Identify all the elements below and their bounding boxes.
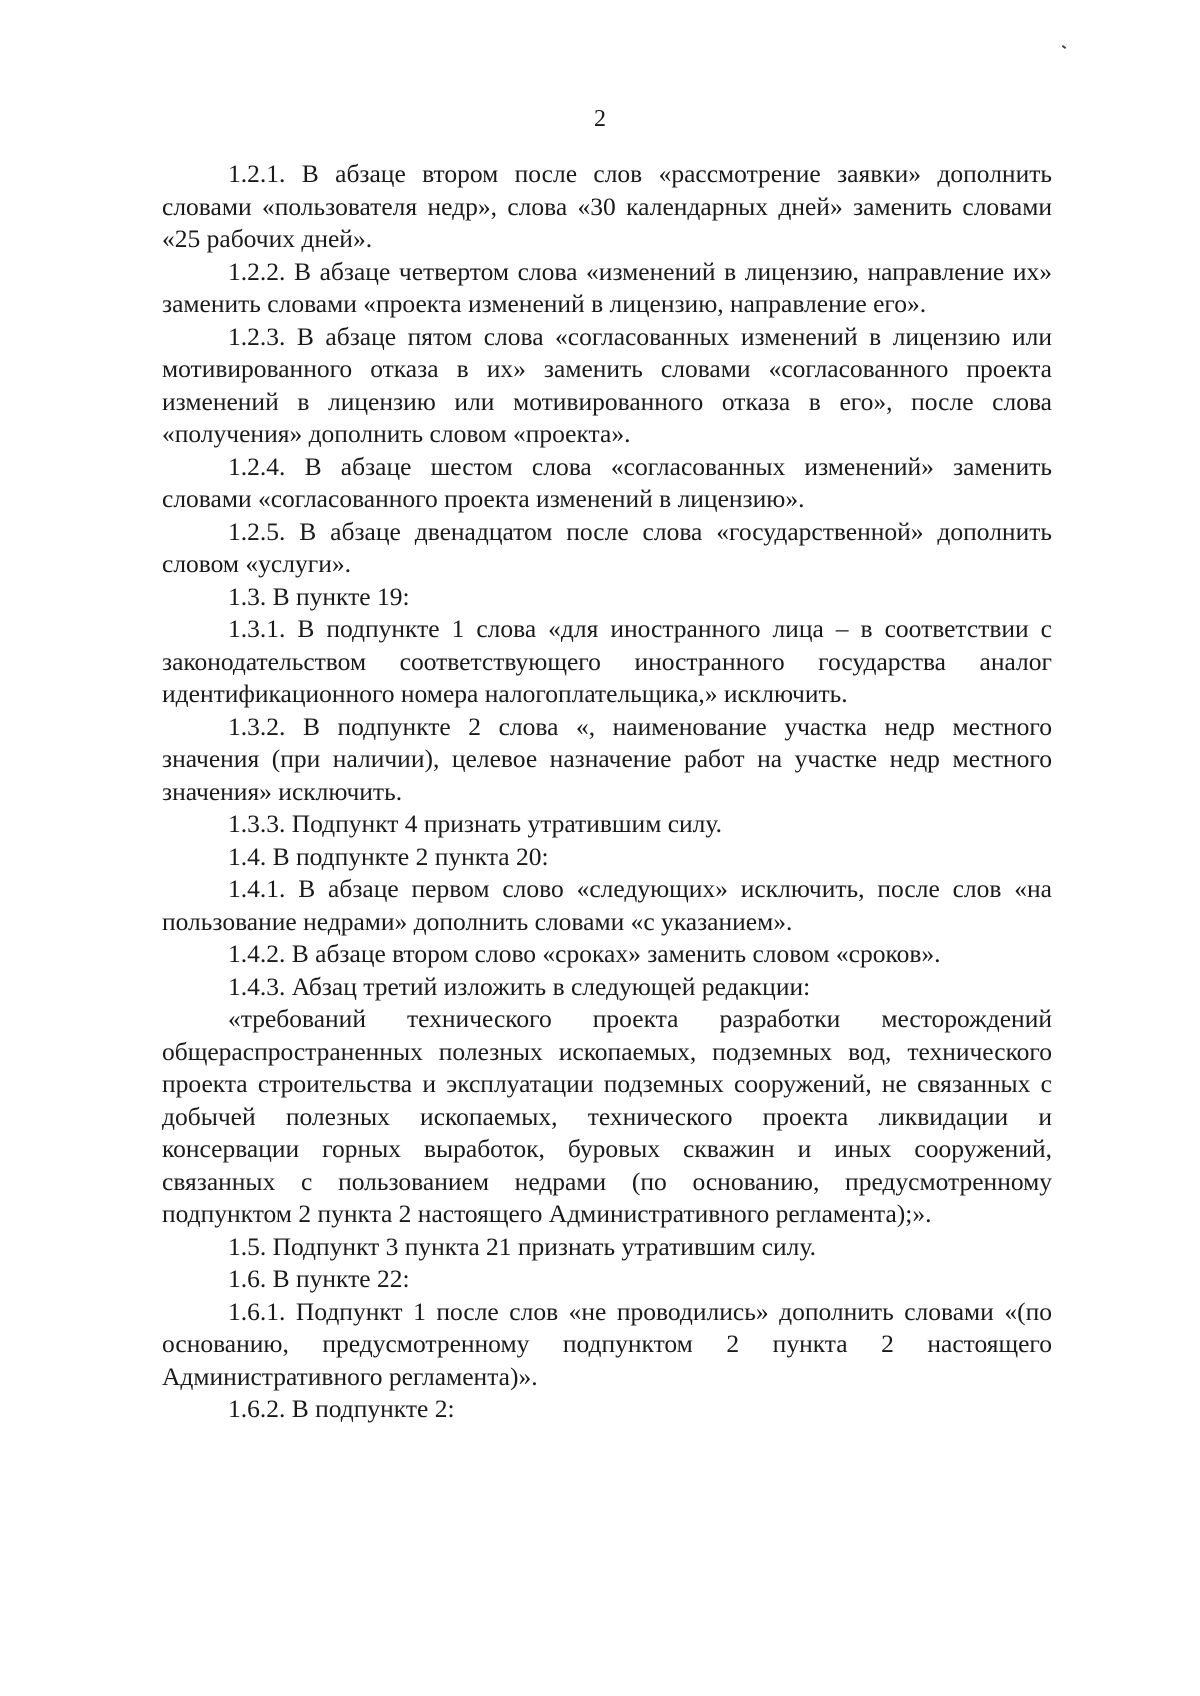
paragraph-1-5: 1.5. Подпункт 3 пункта 21 признать утратившим силу. xyxy=(228,1231,816,1261)
paragraph-1-2-3: 1.2.3. В абзаце пятом слова «согласованных изменений в лицензию или мотивированного отказа в их» заменить словами «согласованного проекта изменений в лицензию или мотивированного отказа в его», после слова «получения» дополнить словом «проекта». xyxy=(162,321,1052,448)
paragraph-1-6-1: 1.6.1. Подпункт 1 после слов «не проводились» дополнить словами «(по основанию, предусмотренному подпунктом 2 пункта 2 настоящего Административного регламента)». xyxy=(162,1296,1052,1391)
paragraph-1-4-2: 1.4.2. В абзаце втором слово «сроках» заменить словом «сроков». xyxy=(228,939,941,968)
paragraph-1-2-2: 1.2.2. В абзаце четвертом слова «изменений в лицензию, направление их» заменить словами «проекта изменений в лицензию, направление его». xyxy=(162,256,1052,318)
paragraph-1-2-4: 1.2.4. В абзаце шестом слова «согласованных изменений» заменить словами «согласованного проекта изменений в лицензию». xyxy=(162,451,1052,513)
paragraph-1-6: 1.6. В пункте 22: xyxy=(228,1264,410,1293)
page-number: 2 xyxy=(594,106,606,132)
paragraph-1-2-5: 1.2.5. В абзаце двенадцатом после слова «государственной» дополнить словом «услуги». xyxy=(162,516,1052,578)
document-body xyxy=(162,158,1052,1426)
scan-speck xyxy=(1062,45,1066,49)
paragraph-1-3-2: 1.3.2. В подпункте 2 слова «, наименование участка недр местного значения (при наличии), целевое назначение работ на участке недр местного значения» исключить. xyxy=(162,711,1052,806)
paragraph-1-4-1: 1.4.1. В абзаце первом слово «следующих» исключить, после слов «на пользование недрами» дополнить словами «с указанием». xyxy=(162,874,1052,936)
paragraph-1-3-3: 1.3.3. Подпункт 4 признать утратившим силу. xyxy=(228,809,722,838)
paragraph-1-6-2: 1.6.2. В подпункте 2: xyxy=(228,1394,455,1423)
paragraph-1-4: 1.4. В подпункте 2 пункта 20: xyxy=(228,841,549,871)
paragraph-1-4-3: 1.4.3. Абзац третий изложить в следующей редакции: xyxy=(228,971,811,1001)
paragraph-1-3: 1.3. В пункте 19: xyxy=(228,581,410,611)
paragraph-1-3-1: 1.3.1. В подпункте 1 слова «для иностранного лица – в соответствии с законодательством соответствующего иностранного государства аналог идентификационного номера налогоплательщика,» исключить. xyxy=(162,614,1052,708)
quoted-new-text: «требований технического проекта разработки месторождений общераспространенных полезных ископаемых, подземных вод, технического проекта строительства и эксплуатации подземных сооружений, не связанных с добычей полезных ископаемых, технического проекта ликвидации и консервации горных выработок, буровых скважин и иных сооружений, связанных с пользованием недрами (по основанию, предусмотренному подпунктом 2 пункта 2 настоящего Административного регламента);». xyxy=(162,1004,1052,1228)
paragraph-1-2-1: 1.2.1. В абзаце втором после слов «рассмотрение заявки» дополнить словами «пользователя недр», слова «30 календарных дней» заменить словами «25 рабочих дней». xyxy=(162,159,1052,253)
